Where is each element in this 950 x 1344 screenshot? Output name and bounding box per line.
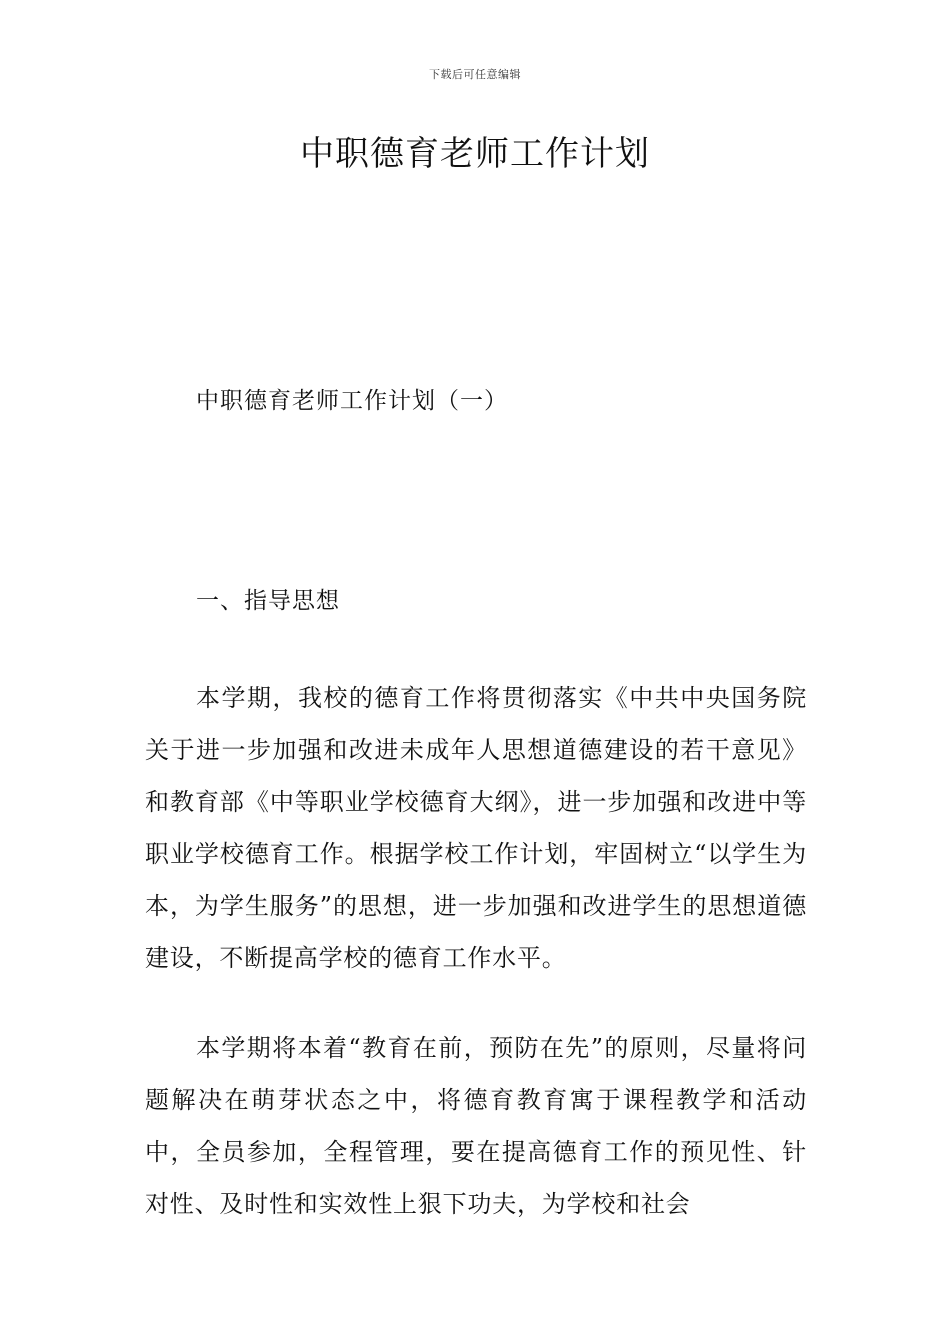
section-heading: 一、指导思想 [196, 588, 340, 614]
body-paragraph: 本学期，我校的德育工作将贯彻落实《中共中央国务院关于进一步加强和改进未成年人思想道德建设的若干意见》和教育部《中等职业学校德育大纲》，进一步加强和改进中等职业学校德育工作。根据学校工作计划，牢固树立“以学生为本，为学生服务”的思想，进一步加强和改进学生的思想道德建设，不断提高学校的德育工作水平。 [145, 684, 807, 972]
document-subtitle: 中职德育老师工作计划（一） [196, 388, 508, 414]
header-note: 下载后可任意编辑 [429, 68, 521, 81]
document-title: 中职德育老师工作计划 [300, 134, 650, 174]
body-paragraph: 本学期将本着“教育在前，预防在先”的原则，尽量将问题解决在萌芽状态之中，将德育教育寓于课程教学和活动中，全员参加，全程管理，要在提高德育工作的预见性、针对性、及时性和实效性上狠下功夫，为学校和社会 [145, 1034, 807, 1218]
